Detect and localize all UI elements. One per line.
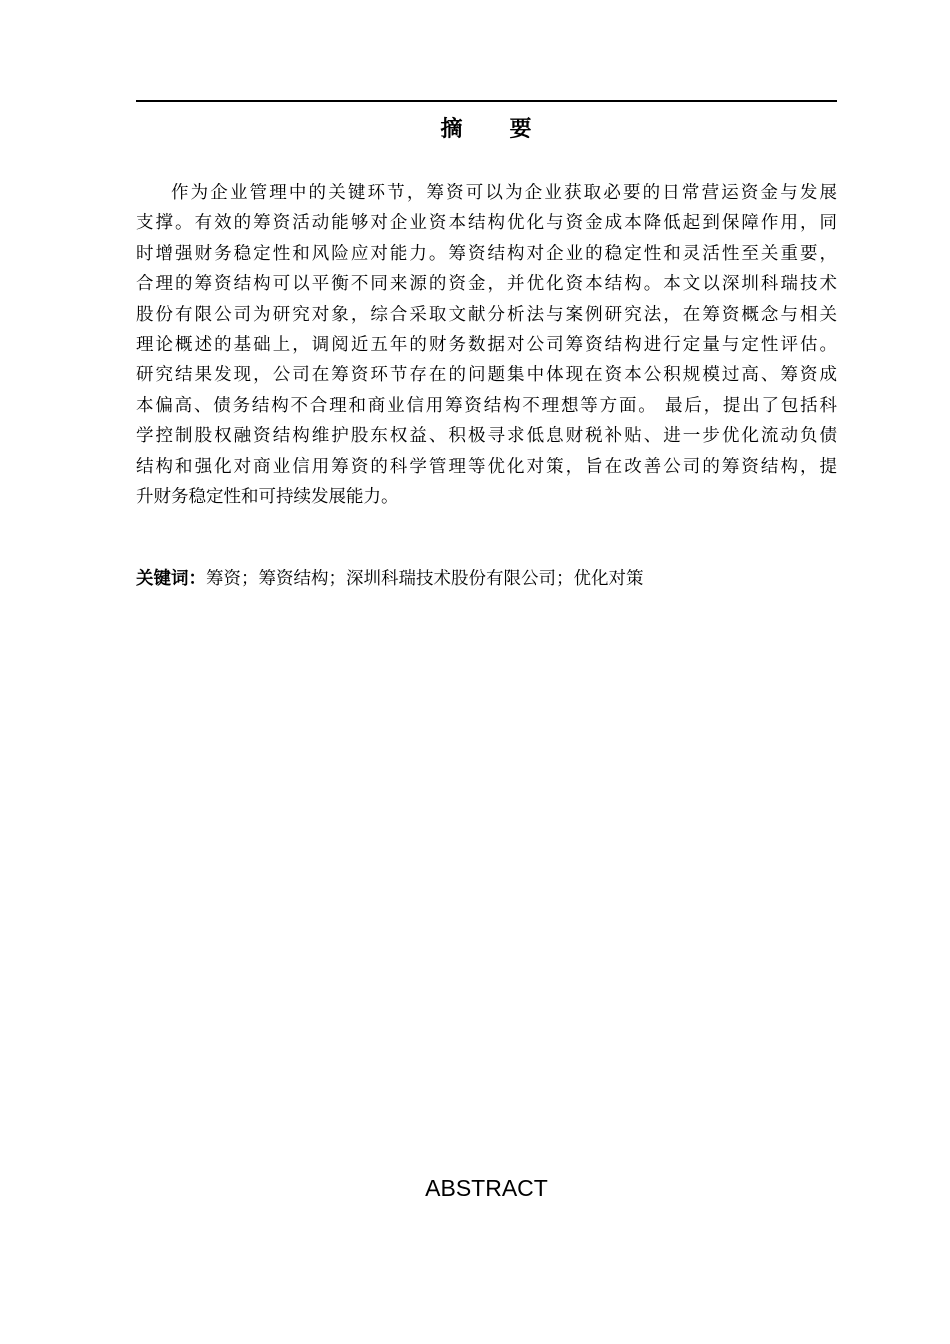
- abstract-line: 作为企业管理中的关键环节，筹资可以为企业获取必要的日常营运资金与发展: [171, 183, 837, 203]
- abstract-line: 本偏高、债务结构不合理和商业信用筹资结构不理想等方面。 最后，提出了包括科: [136, 395, 837, 416]
- abstract-body: [136, 178, 837, 512]
- abstract-line: 研究结果发现，公司在筹资环节存在的问题集中体现在资本公积规模过高、筹资成: [136, 365, 837, 386]
- keywords-label: 关键词：: [136, 569, 206, 589]
- abstract-line: 时增强财务稳定性和风险应对能力。筹资结构对企业的稳定性和灵活性至关重要，: [136, 243, 837, 264]
- abstract-line: 支撑。有效的筹资活动能够对企业资本结构优化与资金成本降低起到保障作用，同: [136, 213, 837, 234]
- abstract-line: 学控制股权融资结构维护股东权益、积极寻求低息财税补贴、进一步优化流动负债: [136, 426, 837, 447]
- abstract-line: 合理的筹资结构可以平衡不同来源的资金，并优化资本结构。本文以深圳科瑞技术: [136, 274, 837, 295]
- abstract-line: 升财务稳定性和可持续发展能力。: [136, 486, 399, 507]
- english-abstract-title: ABSTRACT: [425, 1175, 548, 1201]
- abstract-line: 理论概述的基础上，调阅近五年的财务数据对公司筹资结构进行定量与定性评估。: [136, 334, 837, 355]
- keywords-text: 筹资；筹资结构；深圳科瑞技术股份有限公司；优化对策: [206, 569, 644, 589]
- header-rule: [136, 100, 837, 102]
- abstract-title: 摘 要: [440, 117, 533, 142]
- abstract-line: 股份有限公司为研究对象，综合采取文献分析法与案例研究法，在筹资概念与相关: [136, 304, 837, 325]
- keywords: [136, 564, 837, 594]
- abstract-line: 结构和强化对商业信用筹资的科学管理等优化对策，旨在改善公司的筹资结构，提: [136, 456, 837, 477]
